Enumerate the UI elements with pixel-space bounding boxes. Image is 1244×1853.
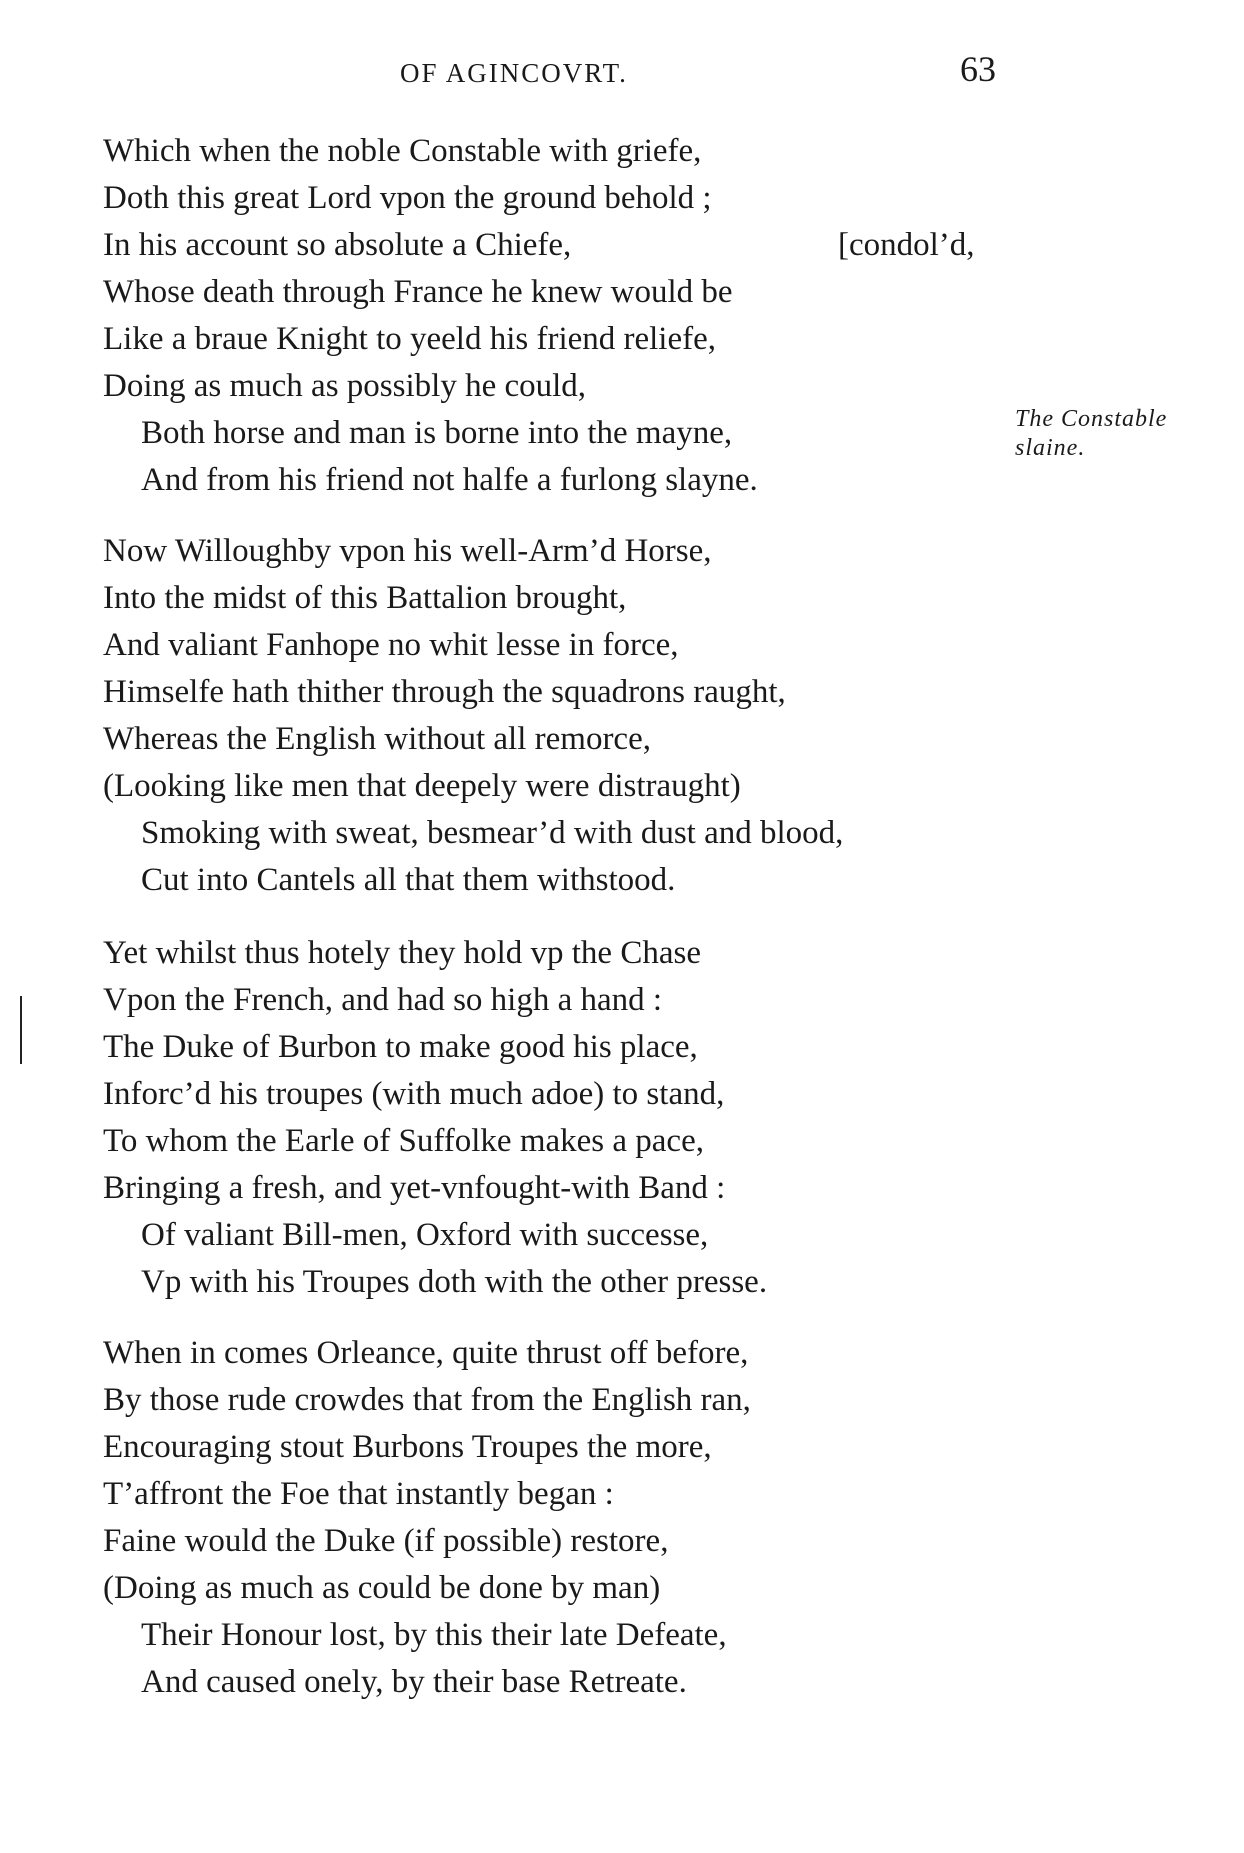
verse-line: Yet whilst thus hotely they hold vp the Chase xyxy=(103,935,701,971)
verse-line: Like a braue Knight to yeeld his friend reliefe, xyxy=(103,321,717,357)
verse-line: And valiant Fanhope no whit lesse in force, xyxy=(103,627,679,663)
verse-line-indented: Their Honour lost, by this their late Defeate, xyxy=(141,1617,727,1653)
verse-line: Doth this great Lord vpon the ground behold ; xyxy=(103,180,712,216)
verse-line: (Doing as much as could be done by man) xyxy=(103,1570,661,1606)
verse-line: T’affront the Foe that instantly began : xyxy=(103,1476,614,1512)
verse-line: Vpon the French, and had so high a hand : xyxy=(103,982,663,1018)
verse-line-indented: Vp with his Troupes doth with the other presse. xyxy=(141,1264,768,1300)
verse-line: By those rude crowdes that from the English ran, xyxy=(103,1382,751,1418)
margin-rule xyxy=(20,996,22,1064)
verse-line: Whose death through France he knew would be xyxy=(103,274,733,310)
verse-line-text: In his account so absolute a Chiefe, xyxy=(103,227,572,263)
verse-line: The Duke of Burbon to make good his place, xyxy=(103,1029,698,1065)
running-title: OF AGINCOVRT. xyxy=(400,58,628,88)
verse-line: Whereas the English without all remorce, xyxy=(103,721,651,757)
verse-line: Bringing a fresh, and yet-vnfought-with Band : xyxy=(103,1170,726,1206)
verse-line: Which when the noble Constable with griefe, xyxy=(103,133,702,169)
verse-line-indented: And caused onely, by their base Retreate. xyxy=(141,1664,687,1700)
verse-turnover: [condol’d, xyxy=(838,227,975,263)
verse-line-indented: And from his friend not halfe a furlong slayne. xyxy=(141,462,758,498)
verse-line: Himselfe hath thither through the squadrons raught, xyxy=(103,674,786,710)
verse-line: Faine would the Duke (if possible) restore, xyxy=(103,1523,669,1559)
stanza-2 xyxy=(103,528,1023,904)
verse-line-indented: Smoking with sweat, besmear’d with dust and blood, xyxy=(141,815,844,851)
stanza-4 xyxy=(103,1330,1023,1706)
verse-line: Inforc’d his troupes (with much adoe) to stand, xyxy=(103,1076,725,1112)
page-number: 63 xyxy=(960,49,996,89)
verse-line: Encouraging stout Burbons Troupes the more, xyxy=(103,1429,712,1465)
stanza-1 xyxy=(103,128,1023,504)
verse-line: When in comes Orleance, quite thrust off before, xyxy=(103,1335,749,1371)
verse-line-indented: Cut into Cantels all that them withstood. xyxy=(141,862,676,898)
side-note-line: The Constable xyxy=(1015,406,1168,432)
verse-line: Into the midst of this Battalion brought, xyxy=(103,580,627,616)
verse-line: To whom the Earle of Suffolke makes a pace, xyxy=(103,1123,704,1159)
verse-line: Now Willoughby vpon his well-Arm’d Horse, xyxy=(103,533,712,569)
verse-line: Doing as much as possibly he could, xyxy=(103,368,587,404)
verse-line-indented: Of valiant Bill-men, Oxford with successe, xyxy=(141,1217,709,1253)
side-note-line: slaine. xyxy=(1015,435,1086,461)
verse-line-indented: Both horse and man is borne into the mayne, xyxy=(141,415,733,451)
stanza-3 xyxy=(103,930,1023,1306)
verse-line xyxy=(103,222,1023,269)
side-note xyxy=(1015,405,1167,463)
verse-line: (Looking like men that deepely were distraught) xyxy=(103,768,741,804)
